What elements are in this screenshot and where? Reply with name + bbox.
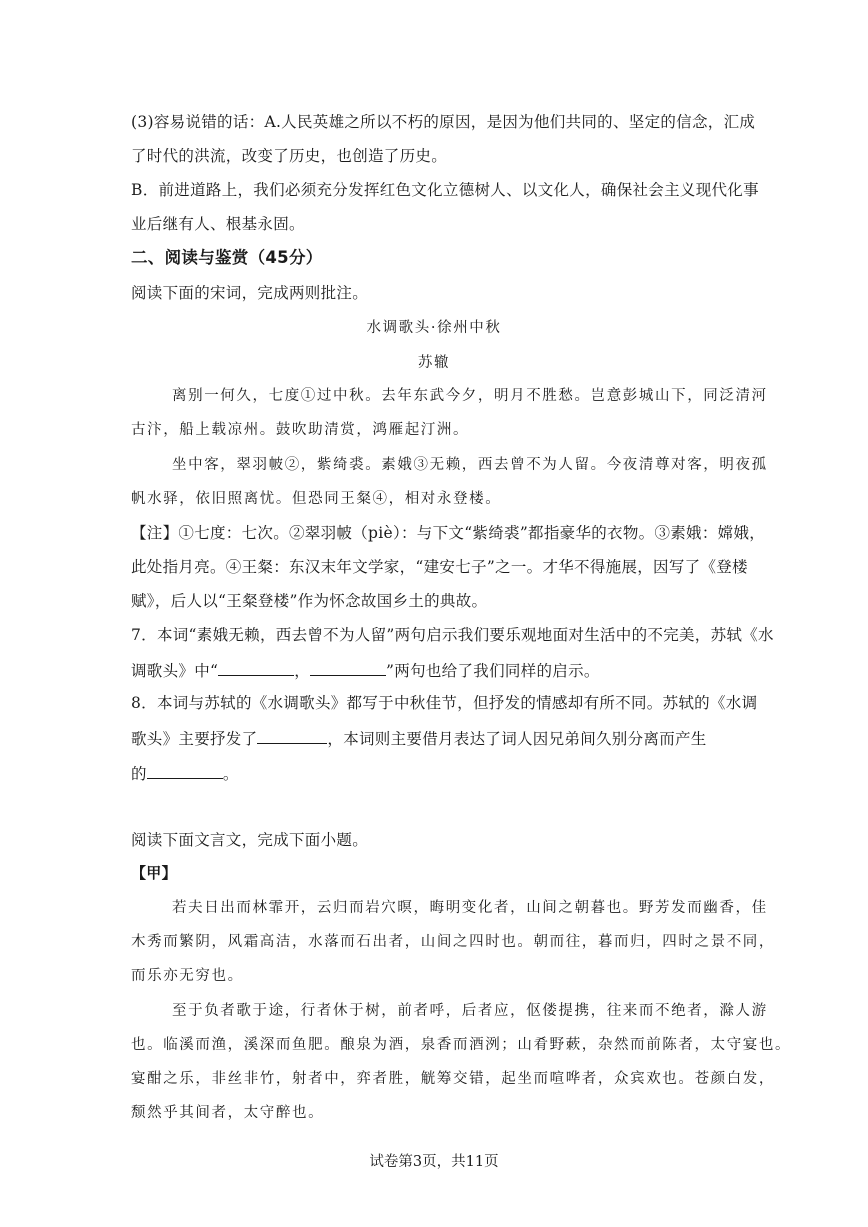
text-line: 业后继有人、根基永固。 bbox=[131, 215, 305, 233]
text-fragment: ”两句也给了我们同样的启示。 bbox=[386, 662, 600, 680]
poem-line: 古汴，船上载凉州。鼓吹助清赏，鸿雁起汀洲。 bbox=[131, 422, 470, 438]
page-footer: 试卷第3页，共11页 bbox=[369, 1154, 499, 1170]
passage-label: 【甲】 bbox=[131, 864, 177, 882]
text-line: (3)容易说错的话：A.人民英雄之所以不朽的原因，是因为他们共同的、坚定的信念，汇成 bbox=[131, 113, 756, 131]
prose-line: 木秀而繁阴，风霜高洁，水落而石出者，山间之四时也。朝而往，暮而归，四时之景不同， bbox=[131, 934, 775, 950]
poem-author: 苏辙 bbox=[417, 355, 451, 371]
answer-blank[interactable] bbox=[257, 727, 327, 744]
text-line: B．前进道路上，我们必须充分发挥红色文化立德树人、以文化人，确保社会主义现代化事 bbox=[131, 181, 759, 199]
text-fragment: ，本词则主要借月表达了词人因兄弟间久别分离而产生 bbox=[327, 730, 707, 748]
text-fragment: 歌头》主要抒发了 bbox=[131, 730, 258, 748]
annotation-line: 赋》，后人以“王粲登楼”作为怀念故国乡土的典故。 bbox=[131, 592, 488, 610]
answer-blank[interactable] bbox=[147, 762, 223, 779]
poem-title: 水调歌头·徐州中秋 bbox=[366, 320, 502, 336]
annotation-line: 此处指月亮。④王粲：东汉末年文学家，“建安七子”之一。才华不得施展，因写了《登楼 bbox=[131, 558, 748, 576]
question-8-blanks bbox=[131, 762, 239, 784]
section-heading: 二、阅读与鉴赏（45分） bbox=[131, 248, 323, 267]
reading-instruction: 阅读下面的宋词，完成两则批注。 bbox=[131, 284, 369, 302]
question-8: 8．本词与苏轼的《水调歌头》都写于中秋佳节，但抒发的情感却有所不同。苏轼的《水调 bbox=[131, 694, 758, 712]
text-line: 了时代的洪流，改变了历史，也创造了历史。 bbox=[131, 147, 448, 165]
question-7: 7．本词“素娥无赖，西去曾不为人留”两句启示我们要乐观地面对生活中的不完美，苏轼《水 bbox=[131, 626, 774, 644]
answer-blank[interactable] bbox=[310, 659, 386, 676]
prose-line: 至于负者歌于途，行者休于树，前者呼，后者应，伛偻提携，往来而不绝者，滁人游 bbox=[172, 1003, 768, 1019]
annotation-line: 【注】①七度：七次。②翠羽帔（piè）：与下文“紫绮裘”都指豪华的衣物。③素娥：嫦娥， bbox=[131, 524, 766, 542]
prose-line: 而乐亦无穷也。 bbox=[131, 968, 244, 984]
prose-line: 宴酣之乐，非丝非竹，射者中，弈者胜，觥筹交错，起坐而喧哗者，众宾欢也。苍颜白发， bbox=[131, 1071, 775, 1087]
poem-line: 坐中客，翠羽帔②，紫绮裘。素娥③无赖，西去曾不为人留。今夜清尊对客，明夜孤 bbox=[172, 457, 768, 473]
text-fragment: 的 bbox=[131, 765, 147, 783]
poem-line: 离别一何久，七度①过中秋。去年东武今夕，明月不胜愁。岂意彭城山下，同泛清河 bbox=[172, 388, 768, 404]
prose-line: 若夫日出而林霏开，云归而岩穴暝，晦明变化者，山间之朝暮也。野芳发而幽香，佳 bbox=[172, 900, 768, 916]
poem-line: 帆水驿，依旧照离忧。但恐同王粲④，相对永登楼。 bbox=[131, 491, 502, 507]
prose-line: 颓然乎其间者，太守醉也。 bbox=[131, 1105, 325, 1121]
question-7-blanks bbox=[131, 659, 600, 681]
answer-blank[interactable] bbox=[218, 659, 294, 676]
text-fragment: ， bbox=[294, 662, 311, 680]
text-fragment: 调歌头》中“ bbox=[131, 662, 219, 680]
reading-instruction: 阅读下面文言文，完成下面小题。 bbox=[131, 831, 369, 849]
prose-line: 也。临溪而渔，溪深而鱼肥。酿泉为酒，泉香而酒洌；山肴野蔌，杂然而前陈者，太守宴也。 bbox=[131, 1037, 792, 1053]
question-8-blanks bbox=[131, 727, 707, 749]
text-fragment: 。 bbox=[222, 765, 239, 783]
